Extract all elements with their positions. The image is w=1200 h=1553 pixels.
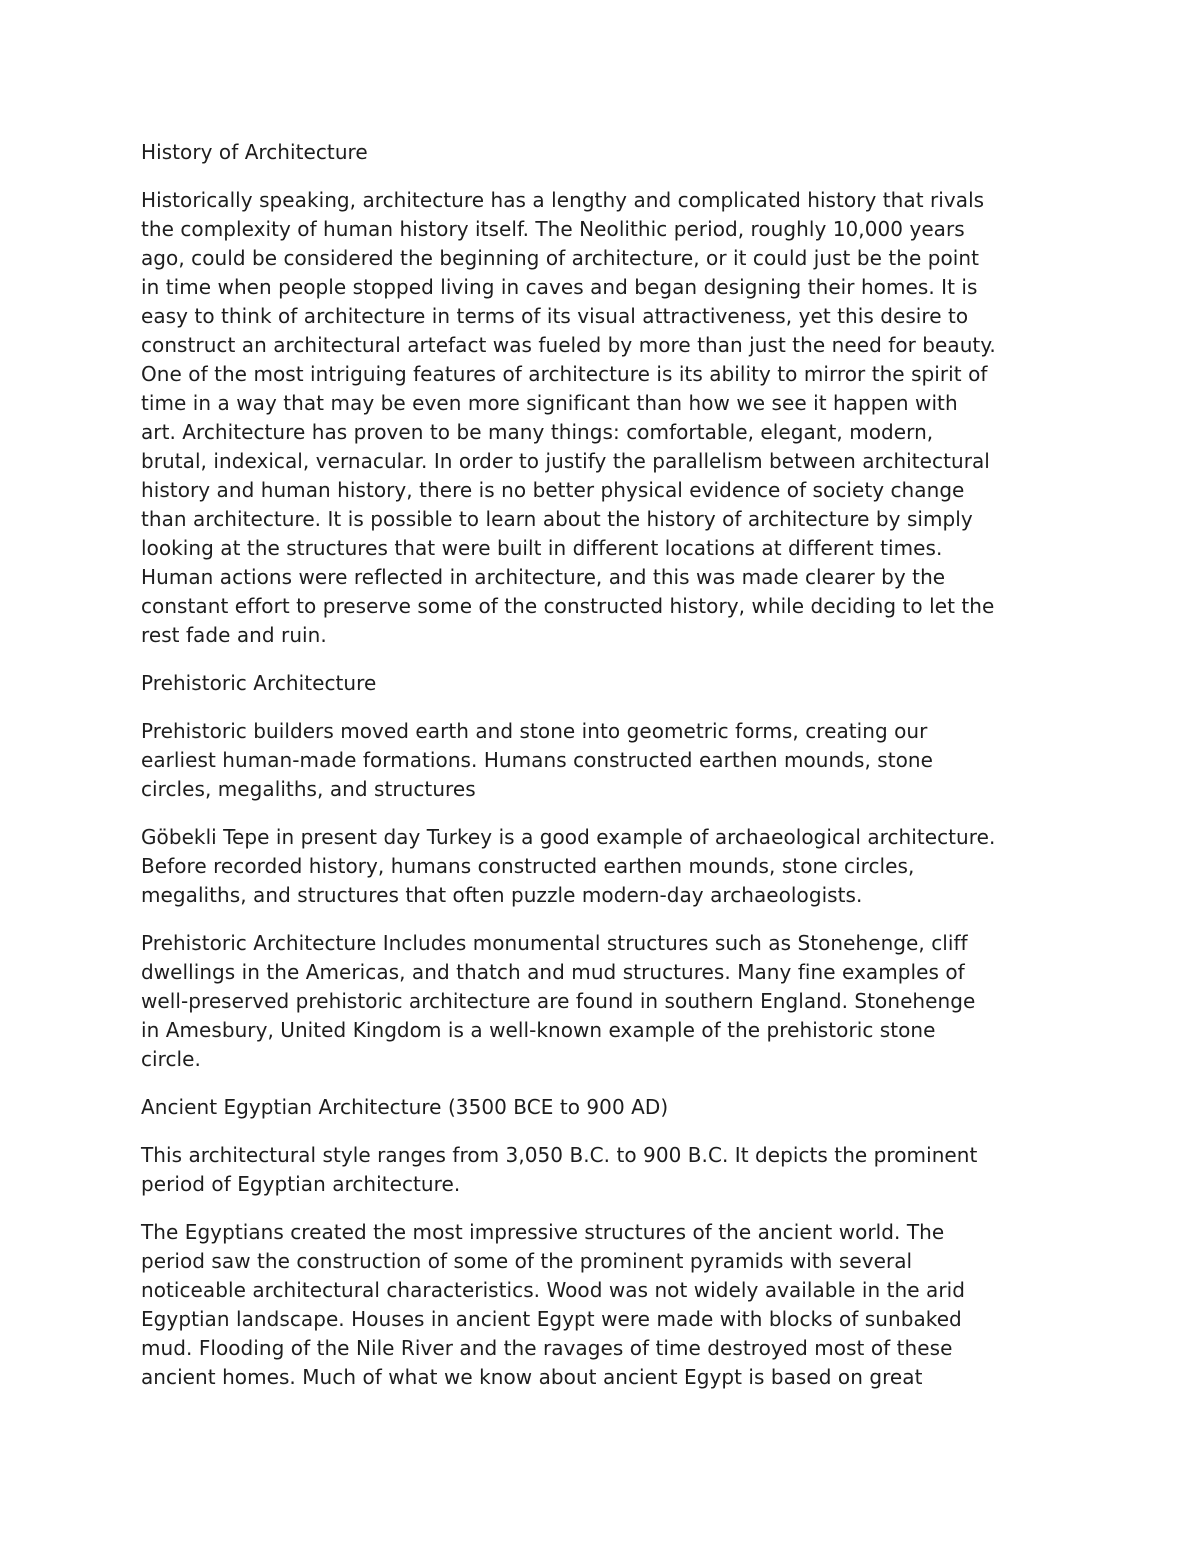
text-line: period saw the construction of some of the prominent pyramids with several xyxy=(141,1249,913,1273)
text-line: Prehistoric builders moved earth and stone into geometric forms, creating our xyxy=(141,719,928,743)
text-line: Human actions were reflected in architecture, and this was made clearer by the xyxy=(141,565,946,589)
text-line: earliest human-made formations. Humans constructed earthen mounds, stone xyxy=(141,748,934,772)
text-line: This architectural style ranges from 3,050 B.C. to 900 B.C. It depicts the prominent xyxy=(141,1143,978,1167)
text-line: Prehistoric Architecture Includes monumental structures such as Stonehenge, cliff xyxy=(141,931,968,955)
text-line: The Egyptians created the most impressive structures of the ancient world. The xyxy=(141,1220,945,1244)
text-line: noticeable architectural characteristics. Wood was not widely available in the arid xyxy=(141,1278,965,1302)
text-line: history and human history, there is no better physical evidence of society change xyxy=(141,478,965,502)
text-line: Historically speaking, architecture has a lengthy and complicated history that rivals xyxy=(141,188,985,212)
text-line: ancient homes. Much of what we know about ancient Egypt is based on great xyxy=(141,1365,923,1389)
text-line: easy to think of architecture in terms of its visual attractiveness, yet this desire to xyxy=(141,304,969,328)
document-title: History of Architecture xyxy=(141,140,368,164)
text-line: brutal, indexical, vernacular. In order to justify the parallelism between architectural xyxy=(141,449,990,473)
text-line: in time when people stopped living in caves and began designing their homes. It is xyxy=(141,275,978,299)
text-line: Göbekli Tepe in present day Turkey is a good example of archaeological architecture. xyxy=(141,825,996,849)
text-line: art. Architecture has proven to be many things: comfortable, elegant, modern, xyxy=(141,420,934,444)
text-line: constant effort to preserve some of the constructed history, while deciding to let the xyxy=(141,594,995,618)
text-line: megaliths, and structures that often puzzle modern-day archaeologists. xyxy=(141,883,863,907)
text-line: construct an architectural artefact was fueled by more than just the need for beauty. xyxy=(141,333,996,357)
document-page xyxy=(141,138,1081,1411)
intro-paragraph xyxy=(141,186,1081,650)
text-line: Egyptian landscape. Houses in ancient Egypt were made with blocks of sunbaked xyxy=(141,1307,962,1331)
text-line: Before recorded history, humans constructed earthen mounds, stone circles, xyxy=(141,854,915,878)
text-line: period of Egyptian architecture. xyxy=(141,1172,461,1196)
text-line: well-preserved prehistoric architecture are found in southern England. Stonehenge xyxy=(141,989,976,1013)
prehistoric-paragraph-2 xyxy=(141,823,1081,910)
text-line: circles, megaliths, and structures xyxy=(141,777,476,801)
text-line: rest fade and ruin. xyxy=(141,623,327,647)
text-line: time in a way that may be even more significant than how we see it happen with xyxy=(141,391,958,415)
egyptian-paragraph-2 xyxy=(141,1218,1081,1392)
section-heading-prehistoric: Prehistoric Architecture xyxy=(141,671,377,695)
prehistoric-paragraph-1 xyxy=(141,717,1081,804)
text-line: in Amesbury, United Kingdom is a well-known example of the prehistoric stone xyxy=(141,1018,936,1042)
text-line: ago, could be considered the beginning of architecture, or it could just be the point xyxy=(141,246,979,270)
section-heading-egyptian: Ancient Egyptian Architecture (3500 BCE to 900 AD) xyxy=(141,1095,669,1119)
egyptian-paragraph-1 xyxy=(141,1141,1081,1199)
text-line: circle. xyxy=(141,1047,201,1071)
text-line: looking at the structures that were built in different locations at different times. xyxy=(141,536,943,560)
text-line: dwellings in the Americas, and thatch and mud structures. Many fine examples of xyxy=(141,960,965,984)
text-line: mud. Flooding of the Nile River and the ravages of time destroyed most of these xyxy=(141,1336,953,1360)
text-line: the complexity of human history itself. The Neolithic period, roughly 10,000 years xyxy=(141,217,965,241)
text-line: than architecture. It is possible to learn about the history of architecture by simply xyxy=(141,507,973,531)
text-line: One of the most intriguing features of architecture is its ability to mirror the spirit of xyxy=(141,362,988,386)
prehistoric-paragraph-3 xyxy=(141,929,1081,1074)
